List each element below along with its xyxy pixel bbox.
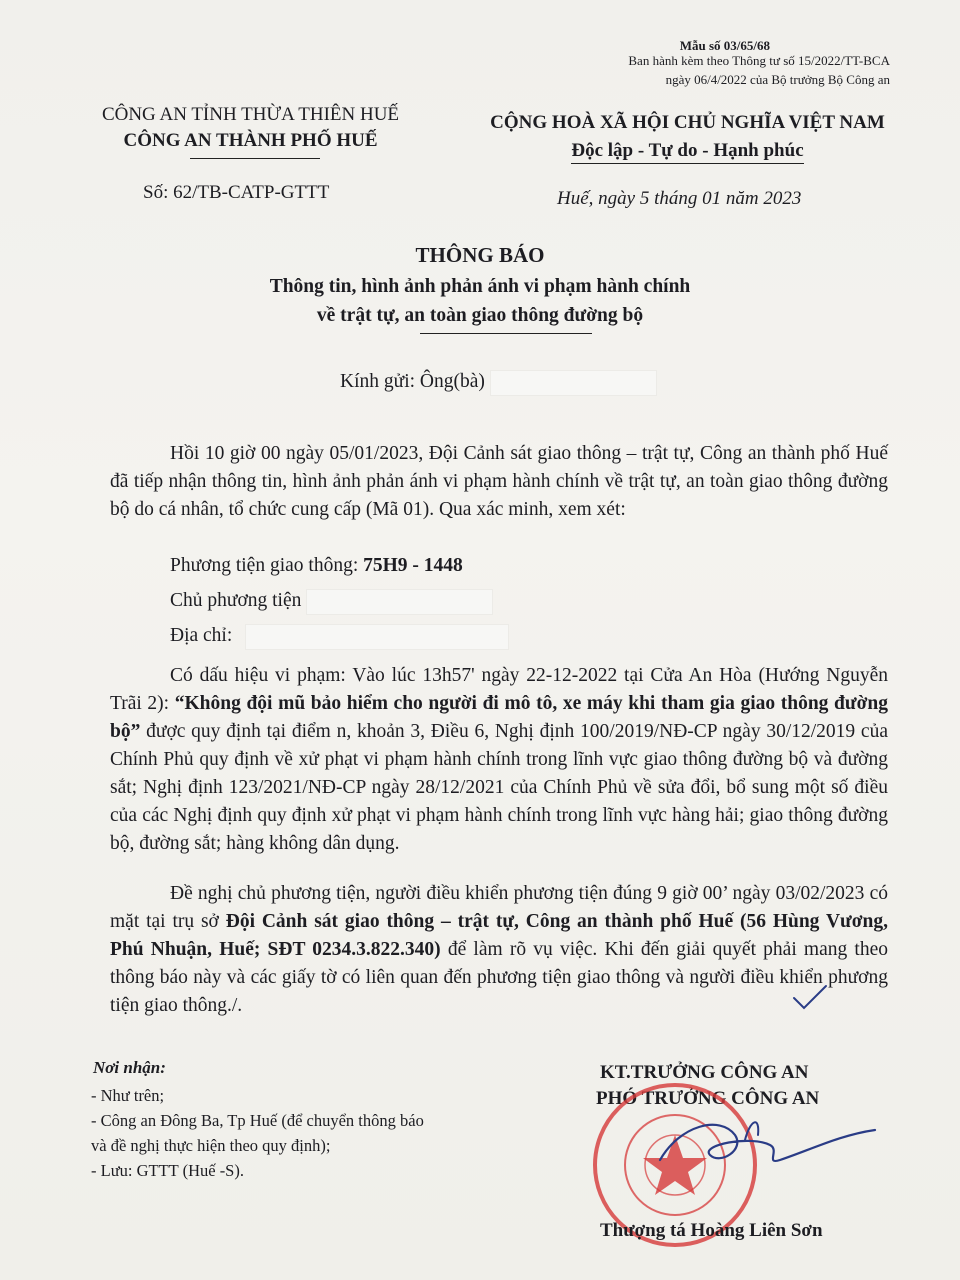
agency-underline xyxy=(190,158,320,159)
redacted-address xyxy=(245,624,509,650)
agency-name-text: CÔNG AN THÀNH PHỐ HUẾ xyxy=(123,130,378,151)
signer-name: Thượng tá Hoàng Liên Sơn xyxy=(600,1220,823,1241)
agency-parent: CÔNG AN TỈNH THỪA THIÊN HUẾ xyxy=(101,104,400,125)
vehicle-plate: 75H9 - 1448 xyxy=(363,555,463,576)
redacted-name xyxy=(490,370,657,396)
motto xyxy=(455,140,920,164)
place-date: Huế, ngày 5 tháng 01 năm 2023 xyxy=(557,188,802,209)
country-name: CỘNG HOÀ XÃ HỘI CHỦ NGHĨA VIỆT NAM xyxy=(490,112,885,133)
request-location: Đội Cảnh sát giao thông – trật tự, Công an thành phố Huế (56 Hùng Vương, Phú Nhuận, Huế; SĐT 0234.3.822.340) xyxy=(110,911,888,960)
address-line xyxy=(170,622,509,650)
violation-description: “Không đội mũ bảo hiểm cho người đi mô tô, xe máy khi tham gia giao thông đường bộ” xyxy=(110,693,888,742)
form-number: Mẫu số 03/65/68 xyxy=(679,38,770,53)
form-basis-line-2: ngày 06/4/2022 của Bộ trưởng Bộ Công an xyxy=(665,72,890,87)
violation-prefix: Có dấu hiệu vi phạm: Vào lúc 13h57' ngày 22-12-2022 tại Cửa An Hòa (Hướng Nguyễn Trãi 2): xyxy=(110,665,888,714)
request-details: để làm rõ vụ việc. Khi đến giải quyết phải mang theo thông báo này và các giấy tờ có liên quan đến phương tiện giao thông và người điều khiển phương tiện giao thông./. xyxy=(110,939,888,1016)
paragraph-intro: Hồi 10 giờ 00 ngày 05/01/2023, Đội Cảnh sát giao thông – trật tự, Công an thành phố Huế đã tiếp nhận thông tin, hình ảnh phản ánh vi phạm hành chính về trật tự, an toàn giao thông đường bộ do cá nhân, tổ chức cung cấp (Mã 01). Qua xác minh, xem xét: xyxy=(110,443,888,520)
recipient-item: - Công an Đông Ba, Tp Huế (để chuyển thông báo xyxy=(91,1111,424,1130)
motto-text: Độc lập - Tự do - Hạnh phúc xyxy=(571,140,803,164)
recipient-item: và đề nghị thực hiện theo quy định); xyxy=(91,1136,331,1155)
addressee xyxy=(340,368,657,396)
paragraph-request xyxy=(110,880,888,1020)
agency-name xyxy=(78,130,423,152)
vehicle-line xyxy=(170,552,463,580)
paragraph-violation xyxy=(110,662,888,858)
redacted-owner xyxy=(306,589,493,615)
addressee-label: Kính gửi: Ông(bà) xyxy=(340,371,485,392)
notice-subtitle-1: Thông tin, hình ảnh phản ánh vi phạm hành chính xyxy=(269,276,691,297)
owner-label: Chủ phương tiện xyxy=(170,590,302,611)
address-label: Địa chỉ: xyxy=(170,625,233,646)
violation-legal-basis: được quy định tại điểm n, khoản 3, Điều 6, Nghị định 100/2019/NĐ-CP ngày 30/12/2019 của Chính Phủ quy định về xử phạt vi phạm hành chính trong lĩnh vực giao thông đường bộ và đường sắt; Nghị định 123/2021/NĐ-CP ngày 28/12/2021 của Chính Phủ về sửa đổi, bổ sung một số điều của các Nghị định quy định xử phạt vi phạm hành chính trong lĩnh vực hàng hải; giao thông đường bộ, đường sắt; hàng không dân dụng. xyxy=(110,721,888,854)
recipient-item: - Như trên; xyxy=(91,1086,165,1105)
form-basis-line-1: Ban hành kèm theo Thông tư số 15/2022/TT-BCA xyxy=(628,53,890,68)
recipient-item: - Lưu: GTTT (Huế -S). xyxy=(91,1161,244,1180)
checkmark-icon xyxy=(790,982,830,1012)
request-prefix: Đề nghị chủ phương tiện, người điều khiển phương tiện đúng 9 giờ 00’ ngày 03/02/2023 có mặt tại trụ sở xyxy=(110,883,888,932)
vehicle-label: Phương tiện giao thông: xyxy=(170,555,359,576)
handwritten-signature xyxy=(640,1105,890,1195)
signature-position: PHÓ TRƯỞNG CÔNG AN xyxy=(596,1088,820,1109)
recipients-title: Nơi nhận: xyxy=(93,1058,166,1077)
signature-authority: KT.TRƯỞNG CÔNG AN xyxy=(600,1062,809,1083)
owner-line xyxy=(170,587,493,615)
title-underline xyxy=(420,333,592,334)
notice-title: THÔNG BÁO xyxy=(415,243,545,267)
notice-subtitle-2: về trật tự, an toàn giao thông đường bộ xyxy=(316,305,644,326)
document-number: Số: 62/TB-CATP-GTTT xyxy=(143,182,330,203)
